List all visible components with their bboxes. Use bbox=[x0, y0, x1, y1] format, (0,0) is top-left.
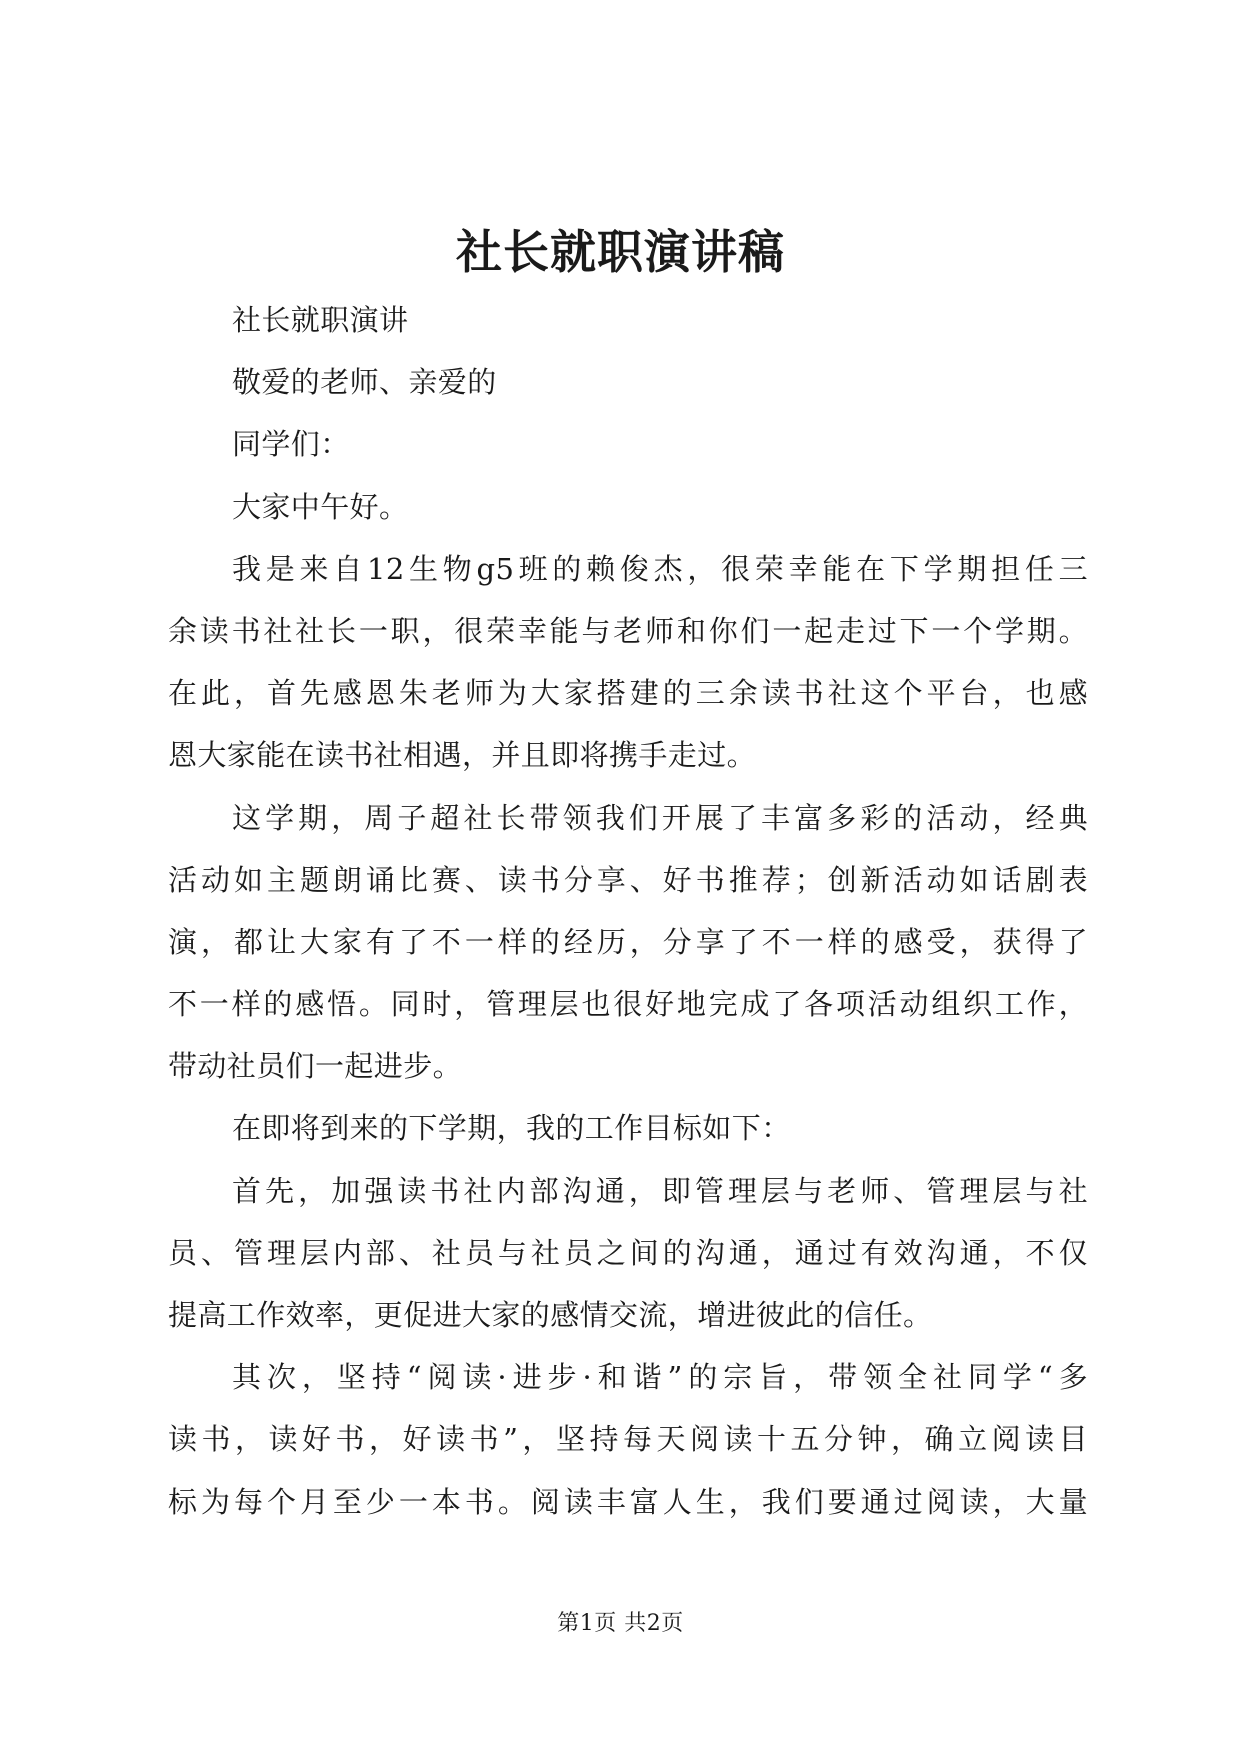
paragraph-line: 在即将到来的下学期，我的工作目标如下： bbox=[232, 1111, 791, 1146]
paragraph-line: 不一样的感悟。同时，管理层也很好地完成了各项活动组织工作， bbox=[168, 987, 1088, 1022]
paragraph-line: 读书，读好书，好读书”，坚持每天阅读十五分钟，确立阅读目 bbox=[168, 1422, 1088, 1457]
paragraph-line: 敬爱的老师、亲爱的 bbox=[232, 365, 497, 400]
paragraph-line: 提高工作效率，更促进大家的感情交流，增进彼此的信任。 bbox=[168, 1298, 933, 1332]
paragraph-line: 大家中午好。 bbox=[232, 489, 409, 524]
paragraph-line: 员、管理层内部、社员与社员之间的沟通，通过有效沟通，不仅 bbox=[168, 1235, 1088, 1270]
paragraph-line: 带动社员们一起进步。 bbox=[168, 1049, 463, 1084]
paragraph-line: 我是来自12生物g5班的赖俊杰，很荣幸能在下学期担任三 bbox=[232, 551, 1088, 586]
page-number-footer: 第1页 共2页 bbox=[557, 1611, 684, 1636]
paragraph-line: 这学期，周子超社长带领我们开展了丰富多彩的活动，经典 bbox=[232, 800, 1088, 835]
page-title: 社长就职演讲稿 bbox=[456, 225, 785, 279]
paragraph-line: 首先，加强读书社内部沟通，即管理层与老师、管理层与社 bbox=[232, 1173, 1088, 1208]
document-body bbox=[168, 289, 1088, 1533]
paragraph-line: 恩大家能在读书社相遇，并且即将携手走过。 bbox=[168, 738, 757, 773]
paragraph-line: 其次，坚持“阅读·进步·和谐”的宗旨，带领全社同学“多 bbox=[232, 1360, 1088, 1395]
paragraph-line: 在此，首先感恩朱老师为大家搭建的三余读书社这个平台，也感 bbox=[168, 676, 1088, 711]
paragraph-line: 余读书社社长一职，很荣幸能与老师和你们一起走过下一个学期。 bbox=[168, 613, 1088, 648]
paragraph-line: 标为每个月至少一本书。阅读丰富人生，我们要通过阅读，大量 bbox=[168, 1484, 1088, 1519]
paragraph-line: 社长就职演讲 bbox=[232, 303, 409, 337]
paragraph-line: 同学们： bbox=[232, 427, 350, 462]
paragraph-line: 演，都让大家有了不一样的经历，分享了不一样的感受，获得了 bbox=[168, 924, 1088, 959]
paragraph-line: 活动如主题朗诵比赛、读书分享、好书推荐；创新活动如话剧表 bbox=[168, 862, 1088, 897]
